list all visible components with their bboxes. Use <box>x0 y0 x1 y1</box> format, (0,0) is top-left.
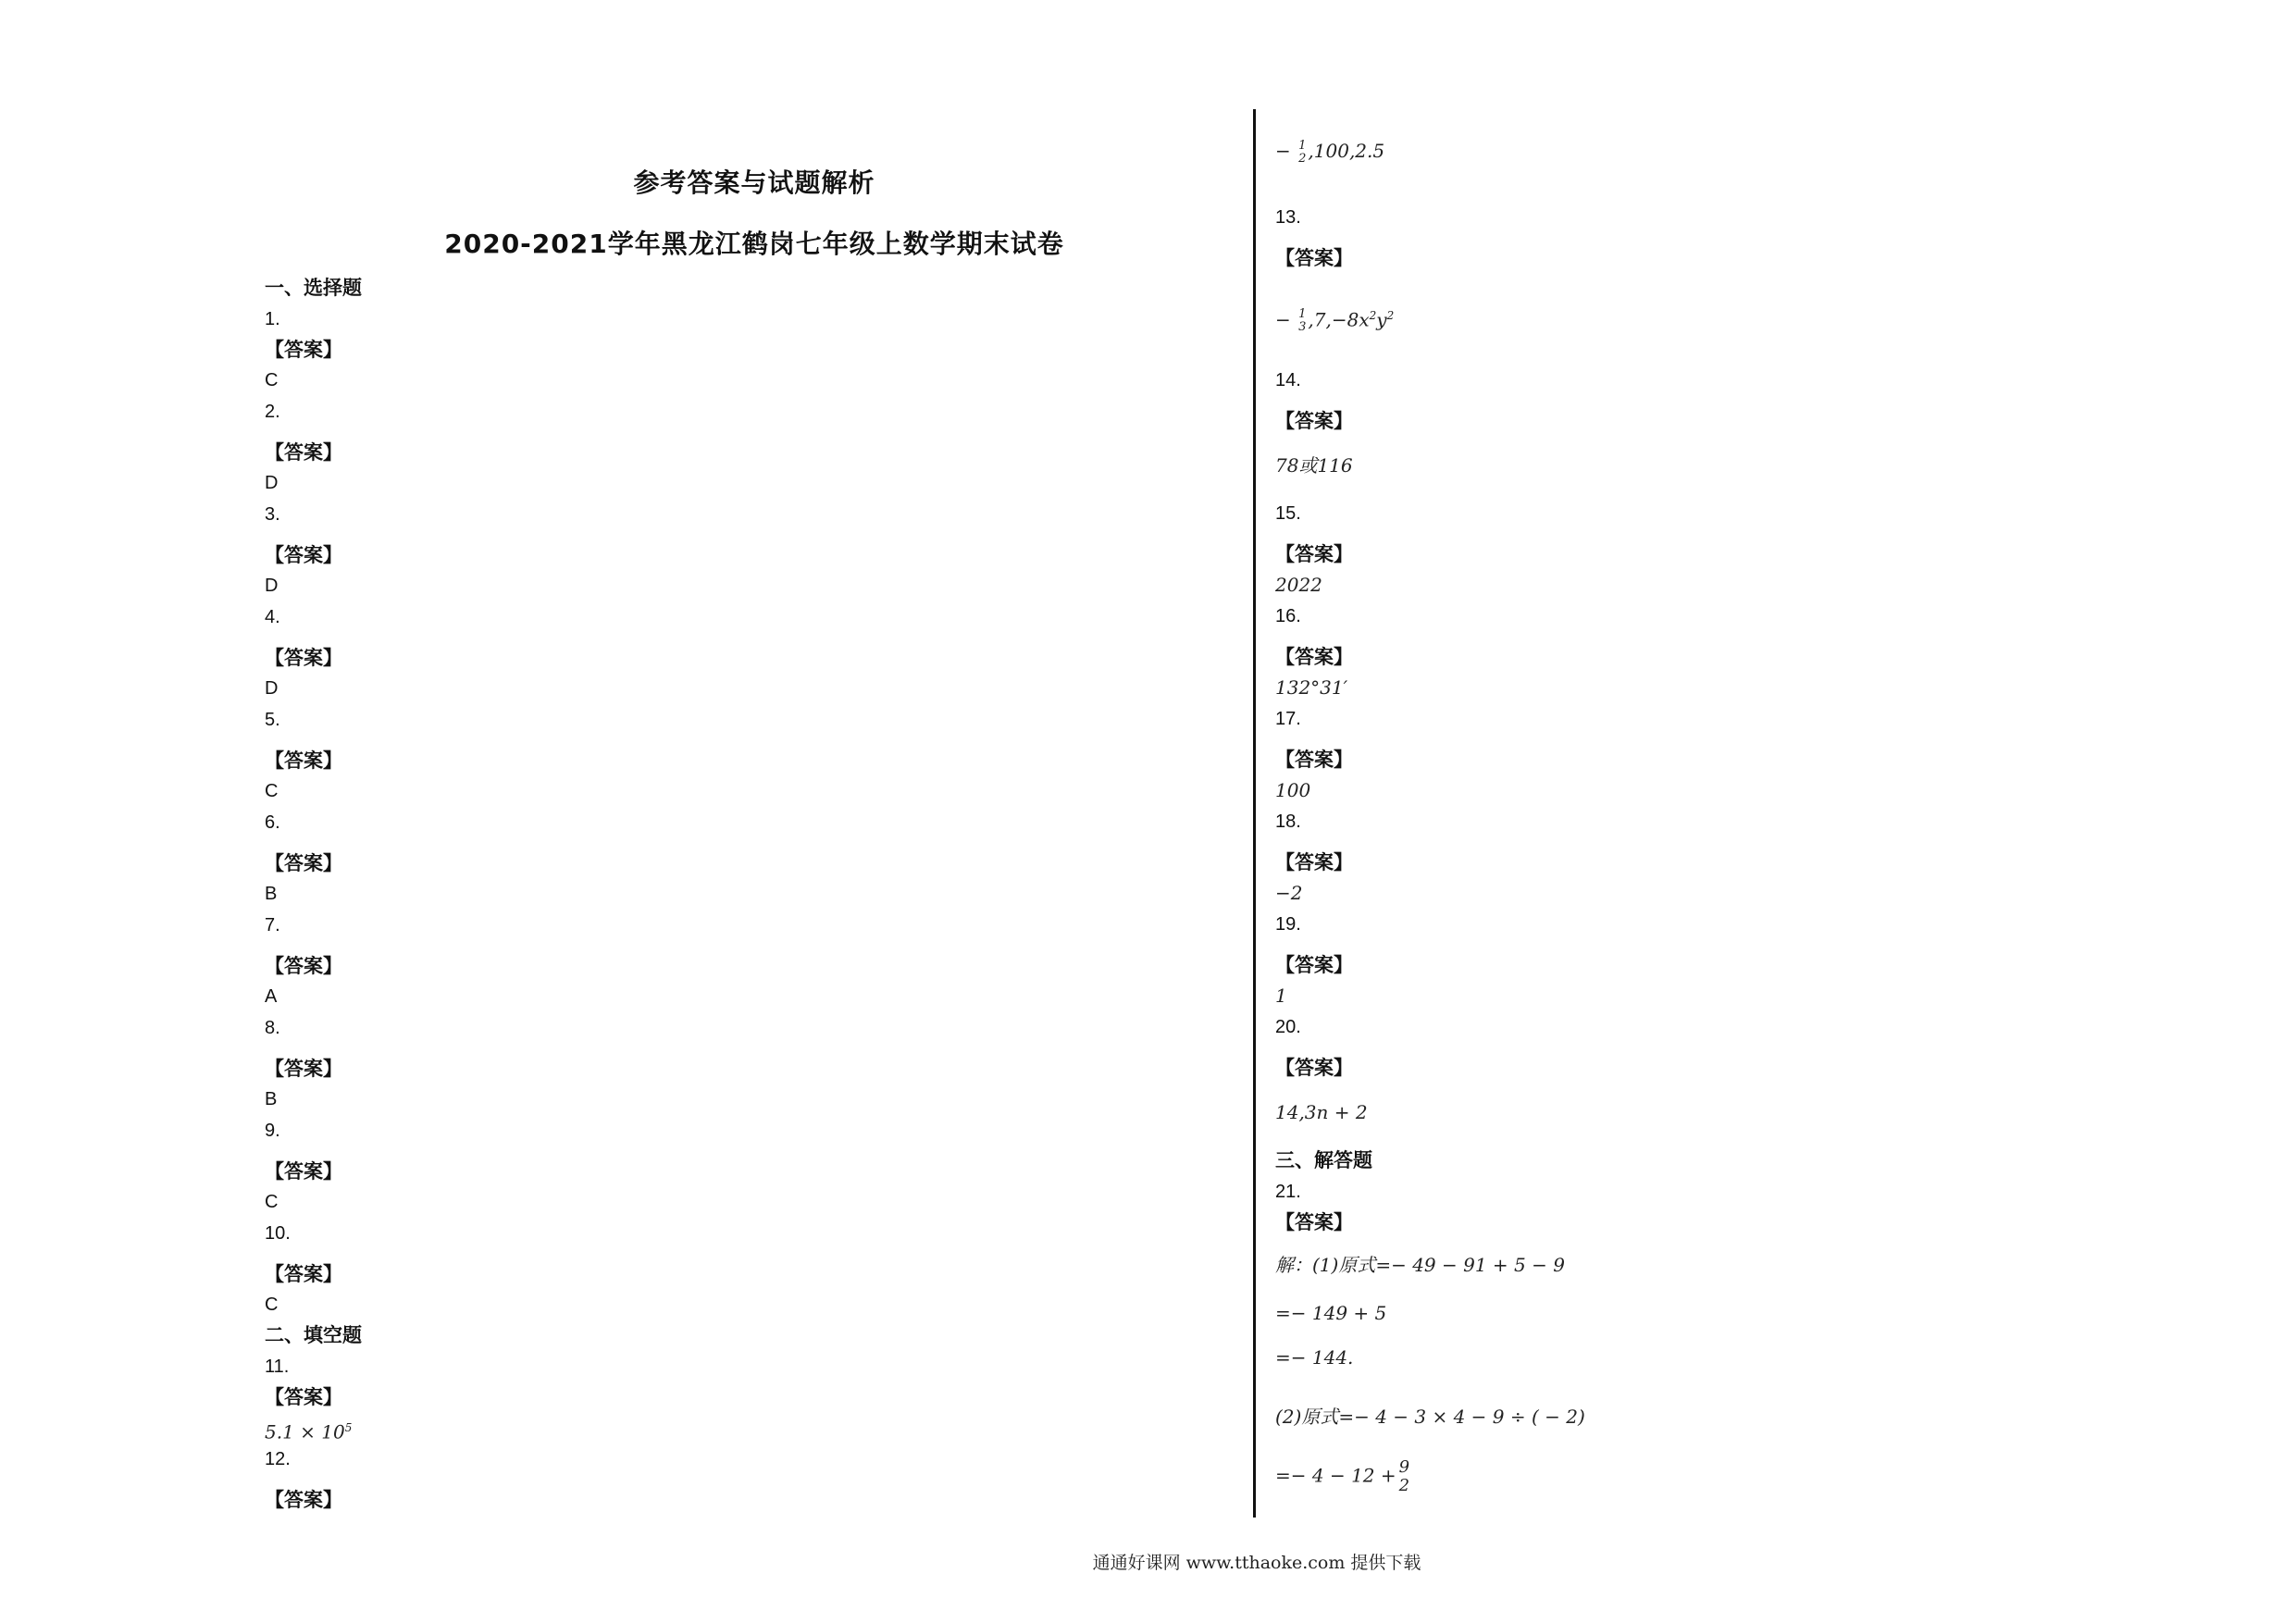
answer-label: 【答案】 <box>265 1489 342 1511</box>
answer-value: A <box>265 986 278 1007</box>
answer-label: 【答案】 <box>265 852 342 874</box>
question-number: 2. <box>265 402 280 422</box>
answer-value: $5.1 \times 10^5$ <box>265 1420 353 1443</box>
answer-label: 【答案】 <box>265 647 342 669</box>
question-number: 4. <box>265 607 280 627</box>
answer-label: 【答案】 <box>1275 1211 1353 1233</box>
question-number: 13. <box>1275 207 1301 228</box>
answer-value: B <box>265 884 278 904</box>
answer-value: − 1 2 ,100,2.5 <box>1275 138 1385 166</box>
question-number: 8. <box>265 1018 280 1038</box>
answer-label: 【答案】 <box>1275 954 1353 976</box>
question-number: 21. <box>1275 1182 1301 1202</box>
question-number: 18. <box>1275 812 1301 832</box>
question-number: 6. <box>265 812 280 833</box>
section-heading-choice: 一、选择题 <box>265 277 362 299</box>
answer-value: −2 <box>1275 882 1303 904</box>
solution-line: =− 149 + 5 <box>1275 1302 1387 1324</box>
answer-value: 1 <box>1275 985 1287 1007</box>
answer-label: 【答案】 <box>1275 543 1353 565</box>
answer-label: 【答案】 <box>1275 646 1353 668</box>
answer-value: D <box>265 473 279 493</box>
question-number: 17. <box>1275 709 1301 729</box>
answer-label: 【答案】 <box>265 1263 342 1285</box>
page-title: 参考答案与试题解析 <box>633 167 875 198</box>
answer-label: 【答案】 <box>265 1386 342 1408</box>
answer-label: 【答案】 <box>265 1160 342 1183</box>
answer-label: 【答案】 <box>265 750 342 772</box>
question-number: 5. <box>265 710 280 730</box>
answer-value: − 1 3 $,7,-8x^2y^2$ <box>1275 307 1395 335</box>
answer-value: D <box>265 678 279 699</box>
answer-value: 2022 <box>1275 574 1322 596</box>
answer-value: 132°31′ <box>1275 676 1348 699</box>
answer-label: 【答案】 <box>1275 1057 1353 1079</box>
answer-value: C <box>265 781 279 801</box>
section-heading-solve: 三、解答题 <box>1275 1149 1372 1171</box>
section-heading-fill: 二、填空题 <box>265 1324 362 1346</box>
solution-line: 解：(1)原式=− 49 − 91 + 5 − 9 <box>1275 1254 1565 1276</box>
solution-line: (2)原式=− 4 − 3 × 4 − 9 ÷ ( − 2) <box>1275 1406 1585 1428</box>
answer-value: D <box>265 576 279 596</box>
answer-label: 【答案】 <box>1275 851 1353 873</box>
question-number: 3. <box>265 504 280 525</box>
question-number: 15. <box>1275 503 1301 524</box>
answer-value: C <box>265 1192 279 1212</box>
answer-label: 【答案】 <box>1275 410 1353 432</box>
answer-label: 【答案】 <box>1275 247 1353 269</box>
answer-value: 100 <box>1275 779 1311 801</box>
question-number: 14. <box>1275 370 1301 390</box>
question-number: 1. <box>265 309 280 329</box>
solution-line: =− 144. <box>1275 1346 1354 1369</box>
answer-label: 【答案】 <box>1275 749 1353 771</box>
answer-label: 【答案】 <box>265 339 342 361</box>
answer-value: B <box>265 1089 278 1109</box>
answer-label: 【答案】 <box>265 544 342 566</box>
answer-value: 78或116 <box>1275 454 1353 477</box>
answer-label: 【答案】 <box>265 955 342 977</box>
question-number: 12. <box>265 1449 291 1469</box>
question-number: 16. <box>1275 606 1301 626</box>
question-number: 7. <box>265 915 280 935</box>
question-number: 20. <box>1275 1017 1301 1037</box>
footer-credit: 通通好课网 www.tthaoke.com 提供下载 <box>1092 1553 1421 1573</box>
question-number: 11. <box>265 1357 290 1377</box>
answer-label: 【答案】 <box>265 441 342 464</box>
column-divider <box>1253 109 1256 1518</box>
answer-value: 14,3n + 2 <box>1275 1101 1368 1123</box>
answer-value: C <box>265 370 279 390</box>
solution-line: =− 4 − 12 + 9 2 <box>1275 1457 1410 1495</box>
question-number: 19. <box>1275 914 1301 935</box>
answer-label: 【答案】 <box>265 1058 342 1080</box>
question-number: 9. <box>265 1121 280 1141</box>
answer-value: C <box>265 1295 279 1315</box>
question-number: 10. <box>265 1223 291 1244</box>
exam-title: 2020-2021学年黑龙江鹤岗七年级上数学期末试卷 <box>444 229 1064 259</box>
